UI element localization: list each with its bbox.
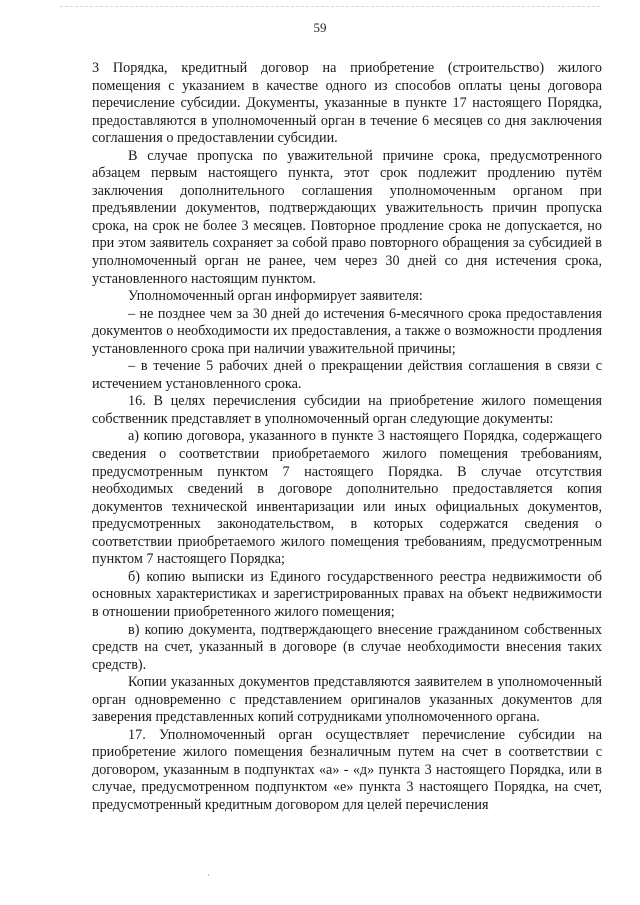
- paragraph-clause-16-a: а) копию договора, указанного в пункте 3 настоящего Порядка, содержащего сведения о соответствии приобретаемого жилого помещения требованиям, предусмотренным пунктом 7 настоящего Порядка. В случае отсутствия необходимых сведений в договоре дополнительно предоставляется копия документов технической инвентаризации или иных официальных документов, предусмотренных законодательством, в которых содержатся сведения о соответствии приобретаемого жилого помещения требованиям, предусмотренным пунктом 7 настоящего Порядка;: [92, 428, 602, 568]
- paragraph-continuation: 3 Порядка, кредитный договор на приобретение (строительство) жилого помещения с указанием в качестве одного из способов оплаты цены договора перечисление субсидии. Документы, указанные в пункте 17 настоящего Порядка, предоставляются в уполномоченный орган в течение 6 месяцев со дня заключения соглашения о предоставлении субсидии.: [92, 60, 602, 147]
- paragraph-clause-17: 17. Уполномоченный орган осуществляет перечисление субсидии на приобретение жилого помещения безналичным путем на счет в соответствии с договором, указанным в подпунктах «а» - «д» пункта 3 настоящего Порядка, или в случае, предусмотренном подпунктом «е» пункта 3 настоящего Порядка, на счет, предусмотренный кредитным договором для целей перечисления: [92, 726, 602, 813]
- scan-top-edge: [60, 6, 600, 7]
- paragraph-informing-item-2: – в течение 5 рабочих дней о прекращении действия соглашения в связи с истечением установленного срока.: [92, 358, 602, 392]
- paragraph-clause-16-b: б) копию выписки из Единого государственного реестра недвижимости об основных характеристиках и зарегистрированных правах на объект недвижимости в отношении приобретенного жилого помещения;: [92, 568, 602, 620]
- paragraph-extension-term: В случае пропуска по уважительной причине срока, предусмотренного абзацем первым настоящего пункта, этот срок подлежит продлению путём заключения дополнительного соглашения уполномоченным органом при предъявлении документов, подтверждающих уважительность причин пропуска срока, на срок не более 3 месяцев. Повторное продление срока не допускается, но при этом заявитель сохраняет за собой право повторного обращения за субсидией в уполномоченный орган не ранее, чем через 30 дней со дня истечения срока, установленного настоящим пунктом.: [92, 147, 602, 287]
- scan-speck: [208, 874, 209, 876]
- paragraph-clause-16: 16. В целях перечисления субсидии на приобретение жилого помещения собственник представляет в уполномоченный орган следующие документы:: [92, 393, 602, 427]
- page-number: 59: [313, 20, 327, 35]
- paragraph-informing-intro: Уполномоченный орган информирует заявителя:: [128, 288, 423, 305]
- paragraph-clause-16-v: в) копию документа, подтверждающего внесение гражданином собственных средств на счет, указанный в договоре (в случае необходимости внесения таких средств).: [92, 621, 602, 673]
- paragraph-copies: Копии указанных документов представляются заявителем в уполномоченный орган одновременно с представлением оригиналов указанных документов для заверения представленных копий сотрудниками уполномоченного органа.: [92, 674, 602, 726]
- paragraph-informing-item-1: – не позднее чем за 30 дней до истечения 6-месячного срока предоставления документов о необходимости их предоставления, а также о возможности продления установленного срока при наличии уважительной причины;: [92, 305, 602, 357]
- document-body: [92, 60, 602, 815]
